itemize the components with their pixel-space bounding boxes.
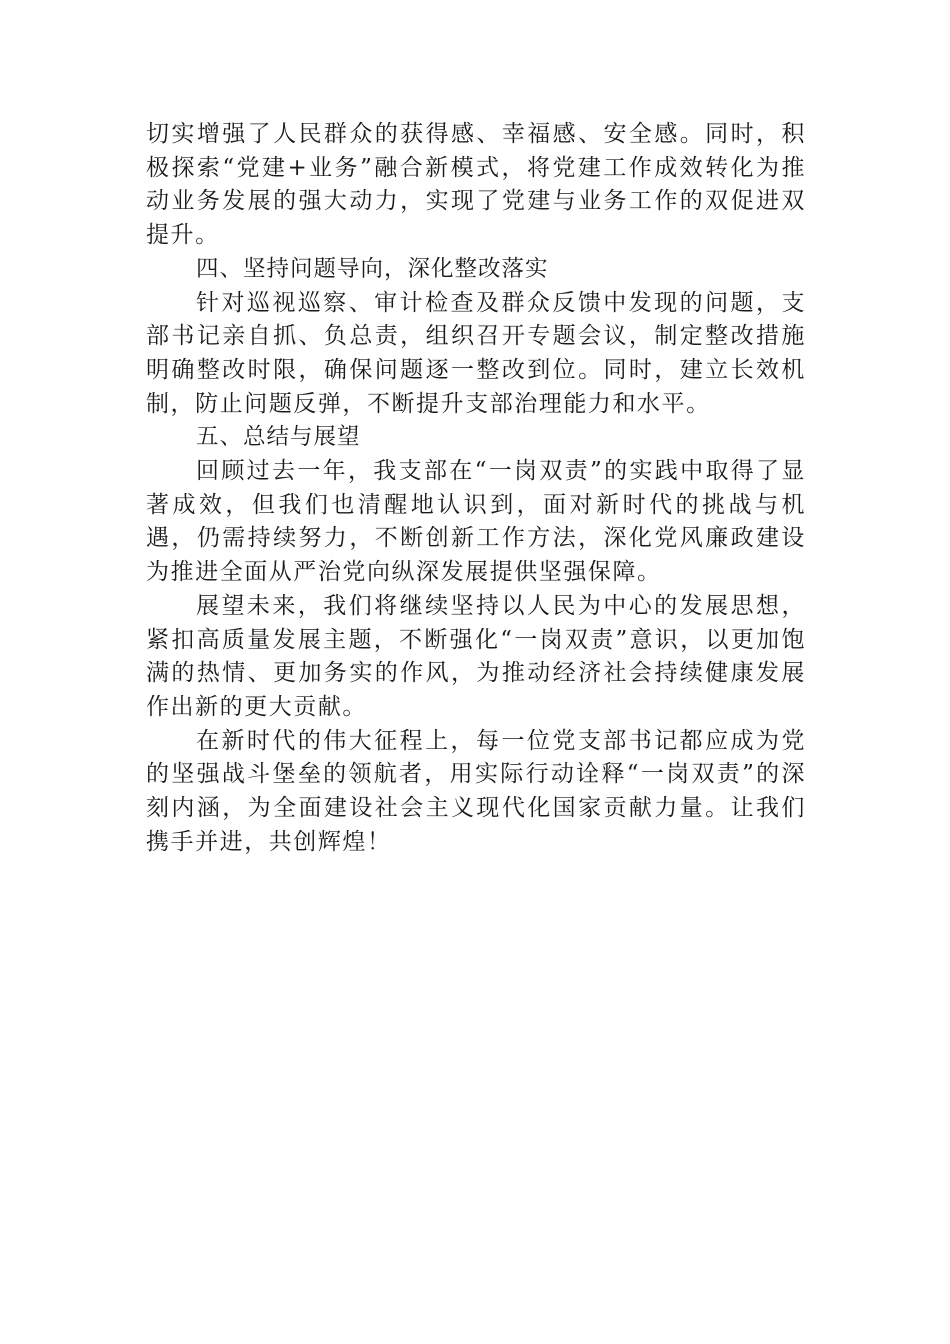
- paragraph-closing: 在新时代的伟大征程上，每一位党支部书记都应成为党的坚强战斗堡垒的领航者，用实际行动诠释“一岗双责”的深刻内涵，为全面建设社会主义现代化国家贡献力量。让我们携手并进，共创辉煌！: [146, 727, 806, 855]
- document-page: [146, 118, 806, 859]
- paragraph-outlook: 展望未来，我们将继续坚持以人民为中心的发展思想，紧扣高质量发展主题，不断强化“一岗双责”意识，以更加饱满的热情、更加务实的作风，为推动经济社会持续健康发展作出新的更大贡献。: [146, 592, 806, 720]
- paragraph-review: 回顾过去一年，我支部在“一岗双责”的实践中取得了显著成效，但我们也清醒地认识到，面对新时代的挑战与机遇，仍需持续努力，不断创新工作方法，深化党风廉政建设为推进全面从严治党向纵深发展提供坚强保障。: [146, 458, 806, 586]
- paragraph-rectification: 针对巡视巡察、审计检查及群众反馈中发现的问题，支部书记亲自抓、负总责，组织召开专题会议，制定整改措施明确整改时限，确保问题逐一整改到位。同时，建立长效机制，防止问题反弹，不断提升支部治理能力和水平。: [146, 289, 806, 417]
- section-heading-5: 五、总结与展望: [196, 424, 361, 451]
- section-heading-4: 四、坚持问题导向，深化整改落实: [196, 255, 549, 282]
- paragraph-continuation: 切实增强了人民群众的获得感、幸福感、安全感。同时，积极探索“党建+业务”融合新模式，将党建工作成效转化为推动业务发展的强大动力，实现了党建与业务工作的双促进双提升。: [146, 121, 806, 249]
